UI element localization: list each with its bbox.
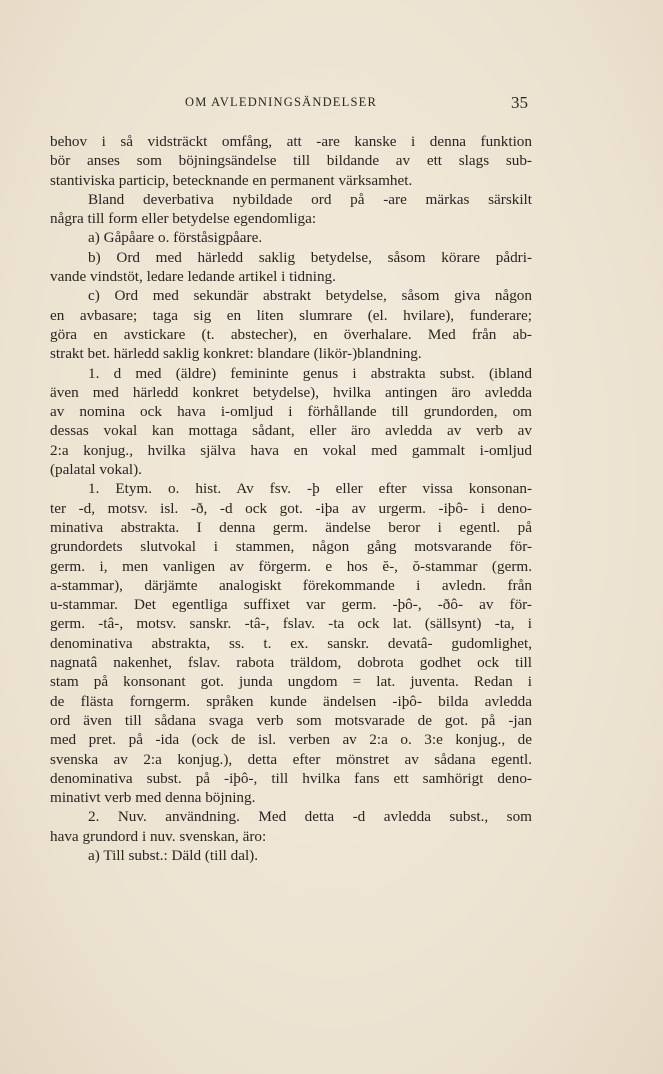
- text-line: (palatal vokal).: [50, 461, 142, 479]
- text-line: u-stammar. Det egentliga suffixet var germ. -þô-, -ðô- av för-: [50, 596, 532, 614]
- text-line: stam på konsonant got. junda ungdom = lat. juventa. Redan i: [50, 673, 532, 691]
- text-line: de flästa forngerm. språken kunde ändelsen -iþô- bilda avledda: [50, 692, 532, 710]
- text-line: några till form eller betydelse egendomliga:: [50, 210, 317, 228]
- text-line: svenska av 2:a konjug.), detta efter mönstret av sådana egentl.: [50, 750, 532, 768]
- text-line: Bland deverbativa nybildade ord på -are märkas särskilt: [88, 190, 532, 208]
- text-line: med pret. på -ida (ock de isl. verben av 2:a o. 3:e konjug., de: [50, 731, 532, 749]
- text-line: a) Till subst.: Däld (till dal).: [88, 846, 259, 864]
- text-line: vande vindstöt, ledare ledande artikel i tidning.: [50, 268, 336, 286]
- text-line: stantiviska particip, betecknande en permanent värksamhet.: [50, 171, 413, 189]
- text-line: ter -d, motsv. isl. -ð, -d ock got. -iþa av urgerm. -iþô- i deno-: [50, 499, 532, 517]
- text-line: denominativa subst. på -iþô-, till hvilka fans ett samhörigt deno-: [50, 769, 532, 787]
- text-line: 2:a konjug., hvilka själva hava en vokal med gammalt i-omljud: [50, 441, 532, 459]
- text-line: nagnatâ nakenhet, fslav. rabota träldom, dobrota godhet ock till: [50, 654, 532, 672]
- text-line: hava grundord i nuv. svenskan, äro:: [50, 827, 267, 845]
- text-line: 2. Nuv. användning. Med detta -d avledda subst., som: [88, 808, 532, 826]
- text-line: minativa abstrakta. I denna germ. ändelse beror i egentl. på: [50, 518, 532, 536]
- page-header: [0, 93, 663, 115]
- text-line: grundordets slutvokal i stammen, någon gång motsvarande för-: [50, 538, 532, 556]
- text-line: minativt verb med denna böjning.: [50, 789, 256, 807]
- running-head: OM AVLEDNINGSÄNDELSER: [185, 95, 377, 109]
- page-number: 35: [511, 93, 528, 112]
- text-line: dessas vokal kan mottaga sådant, eller äro avledda av verb av: [50, 422, 532, 440]
- text-line: bör anses som böjningsändelse till bildande av ett slags sub-: [50, 152, 532, 170]
- text-line: göra en avstickare (t. abstecher), en överhalare. Med från ab-: [50, 325, 532, 343]
- text-line: a) Gåpåare o. förståsigpåare.: [88, 229, 263, 247]
- text-line: b) Ord med härledd saklig betydelse, såsom körare pådri-: [88, 248, 532, 266]
- text-line: behov i så vidsträckt omfång, att -are kanske i denna funktion: [50, 133, 532, 150]
- text-line: en avbasare; taga sig en liten slumrare (el. hvilare), funderare;: [50, 306, 532, 324]
- text-line: även med härledd konkret betydelse), hvilka antingen äro avledda: [50, 383, 532, 401]
- text-line: germ. -tâ-, motsv. sanskr. -tâ-, fslav. -ta ock lat. (sällsynt) -ta, i: [50, 615, 532, 633]
- text-line: ord även till sådana svaga verb som motsvarade de got. på -jan: [50, 711, 532, 729]
- text-line: av nomina ock hava i-omljud i förhållande till grundorden, om: [50, 403, 532, 421]
- text-line: 1. d med (äldre) femininte genus i abstrakta subst. (ibland: [88, 364, 532, 382]
- text-line: denominativa abstrakta, ss. t. ex. sanskr. devatâ- gudomlighet,: [50, 634, 532, 652]
- text-line: strakt bet. härledd saklig konkret: blandare (likör-)blandning.: [50, 345, 422, 363]
- body-text: [50, 132, 532, 865]
- text-line: 1. Etym. o. hist. Av fsv. -þ eller efter vissa konsonan-: [88, 480, 532, 498]
- text-line: c) Ord med sekundär abstrakt betydelse, såsom giva någon: [88, 287, 532, 305]
- text-line: a-stammar), därjämte analogiskt förekommande i avledn. från: [50, 576, 532, 594]
- text-line: germ. i, men vanligen av förgerm. e hos ĕ-, ŏ-stammar (germ.: [50, 557, 532, 575]
